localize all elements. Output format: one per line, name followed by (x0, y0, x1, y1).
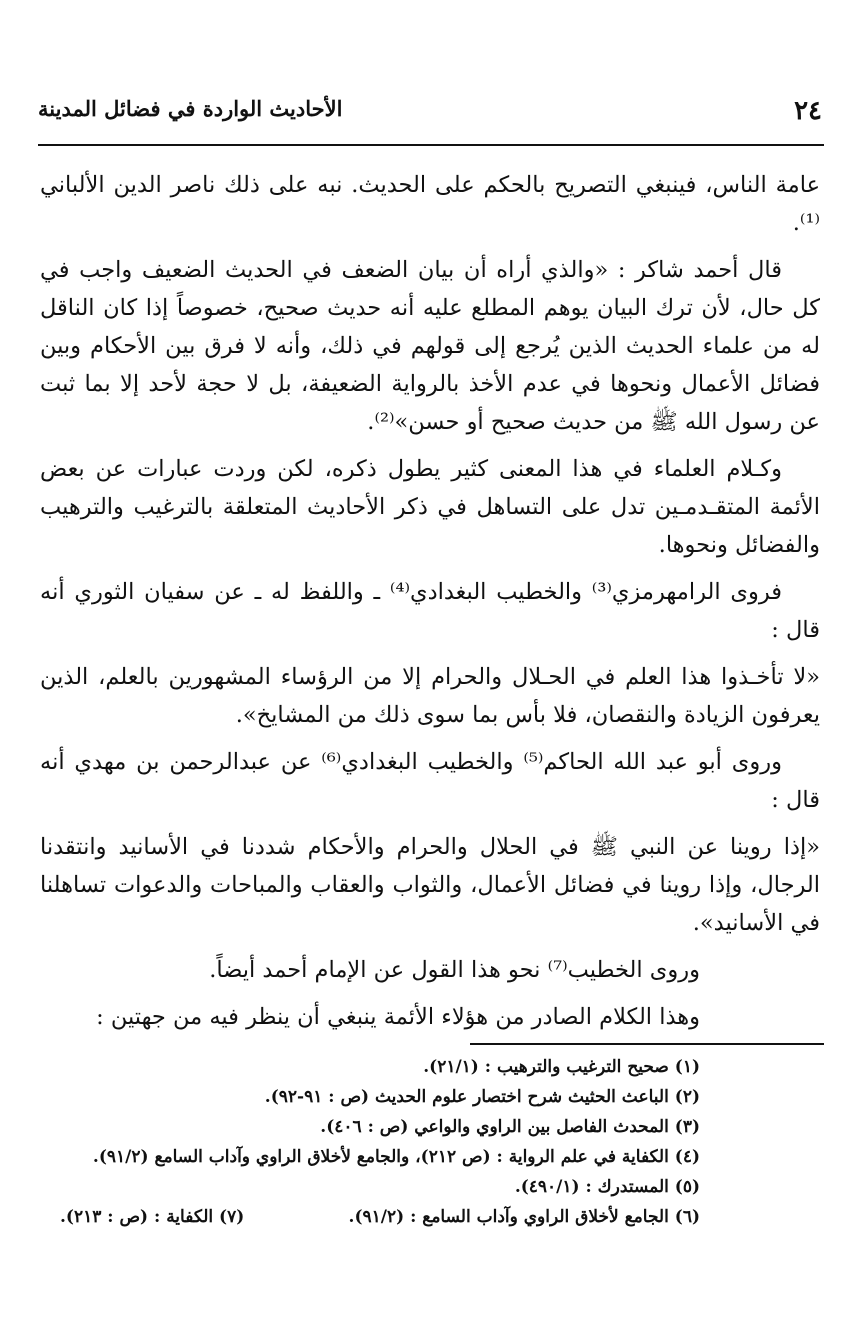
paragraph: عامة الناس، فينبغي التصريح بالحكم على الحديث. نبه على ذلك ناصر الدين الألباني ⁽¹⁾. (40, 172, 820, 236)
footnote-number: (٤) (674, 1147, 700, 1167)
footnote (60, 1172, 700, 1202)
main-text (40, 166, 820, 1045)
paragraph: وهذا الكلام الصادر من هؤلاء الأئمة ينبغي أن ينظر فيه من جهتين : (96, 1004, 700, 1030)
footnote-number: (٢) (674, 1087, 700, 1107)
page-number: ٢٤ (794, 96, 822, 126)
footnote-number: (٥) (674, 1177, 700, 1197)
footnote (60, 1112, 700, 1142)
footnote (60, 1142, 700, 1172)
footnote-number: (٣) (674, 1117, 700, 1137)
footnotes (60, 1052, 700, 1232)
running-title: الأحاديث الواردة في فضائل المدينة (38, 96, 343, 121)
quotation: «لا تأخـذوا هذا العلم في الحـلال والحرام إلا من الرؤساء المشهورين بالعلم، الذين يعرفون الزيادة والنقصان، فلا بأس بما سوى ذلك من المشايخ». (40, 664, 820, 728)
footnote (60, 1082, 700, 1112)
footnote-text: الباعث الحثيث شرح اختصار علوم الحديث (ص : ٩١-٩٢). (264, 1087, 669, 1107)
footnote-text: المستدرك : (٤٩٠/١). (514, 1177, 669, 1197)
footnote-divider (470, 1043, 824, 1045)
paragraph: وكـلام العلماء في هذا المعنى كثير يطول ذكره، لكن وردت عبارات عن بعض الأئمة المتقـدمـين تدل على التساهل في ذكر الأحاديث المتعلقة بالترغيب والترهيب والفضائل ونحوها. (40, 456, 820, 558)
page-header (38, 94, 822, 134)
footnote (349, 1202, 700, 1232)
header-divider (38, 144, 824, 146)
footnote-text: المحدث الفاصل بين الراوي والواعي (ص : ٤٠٦). (320, 1117, 669, 1137)
footnote-row (60, 1202, 700, 1232)
footnote (60, 1202, 244, 1232)
footnote-number: (١) (674, 1057, 700, 1077)
footnote-number: (٦) (674, 1207, 700, 1227)
quotation: «إذا روينا عن النبي ﷺ في الحلال والحرام والأحكام شددنا في الأسانيد وانتقدنا الرجال، وإذا روينا في فضائل الأعمال، والثواب والعقاب والمباحات والدعوات تساهلنا في الأسانيد». (40, 834, 820, 936)
paragraph: وروى الخطيب⁽⁷⁾ نحو هذا القول عن الإمام أحمد أيضاً. (209, 957, 700, 983)
footnote (60, 1052, 700, 1082)
footnote-text: الكفاية في علم الرواية : (ص ٢١٢)، والجامع لأخلاق الراوي وآداب السامع (٩١/٢). (92, 1147, 669, 1167)
paragraph: قال أحمد شاكر : «والذي أراه أن بيان الضعف في الحديث الضعيف واجب في كل حال، لأن ترك البيان يوهم المطلع عليه أنه حديث صحيح، خصوصاً إذا كان الناقل له من علماء الحديث الذين يُرجع إلى قولهم في ذلك، وأنه لا فرق بين الأحكام وبين فضائل الأعمال ونحوها في عدم الأخذ بالرواية الضعيفة، بل لا حجة لأحد إلا بما ثبت عن رسول الله ﷺ من حديث صحيح أو حسن»⁽²⁾. (40, 257, 820, 435)
footnote-text: صحيح الترغيب والترهيب : (٢١/١). (423, 1057, 669, 1077)
paragraph: وروى أبو عبد الله الحاكم⁽⁵⁾ والخطيب البغدادي⁽⁶⁾ عن عبدالرحمن بن مهدي أنه قال : (40, 749, 820, 813)
footnote-text: الكفاية : (ص : ٢١٣). (60, 1207, 214, 1227)
footnote-text: الجامع لأخلاق الراوي وآداب السامع : (٩١/٢). (348, 1207, 669, 1227)
footnote-number: (٧) (219, 1207, 245, 1227)
paragraph: فروى الرامهرمزي⁽³⁾ والخطيب البغدادي⁽⁴⁾ ـ واللفظ له ـ عن سفيان الثوري أنه قال : (40, 579, 820, 643)
